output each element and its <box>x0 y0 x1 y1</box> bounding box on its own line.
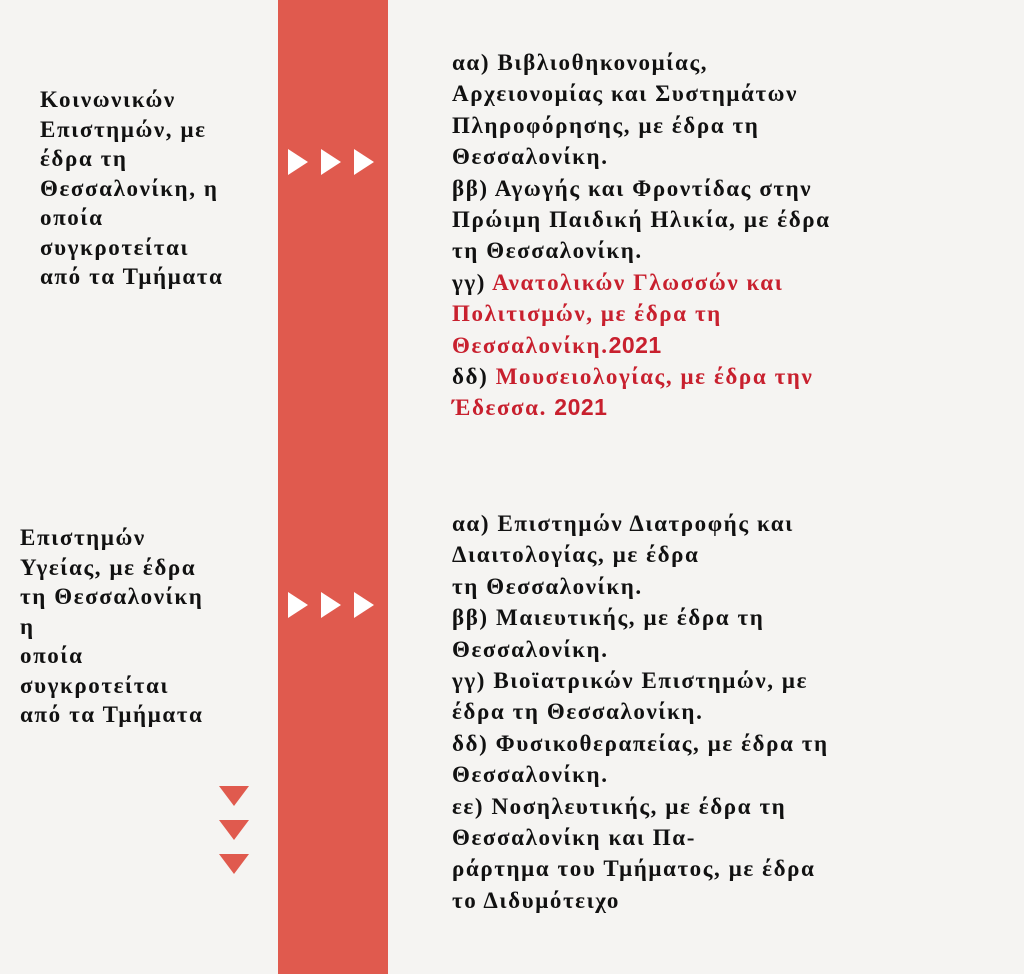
new-department-text: Μουσειολογίας, με έδρα την <box>495 364 814 390</box>
faculty-line: Κοινωνικών <box>40 87 176 112</box>
department-line: το Διδυμότειχο <box>452 887 620 913</box>
faculty-line: έδρα τη <box>40 146 128 171</box>
faculty-line: από τα Τμήματα <box>20 702 204 727</box>
triangle-right-icon <box>288 592 308 618</box>
right-arrows-group-1 <box>288 149 388 179</box>
departments-list-2 <box>452 508 1012 916</box>
triangle-down-icon <box>219 786 249 806</box>
department-prefix: δδ) <box>452 364 496 390</box>
department-line <box>452 330 1012 361</box>
triangle-right-icon <box>321 149 341 175</box>
right-arrows-group-2 <box>288 592 388 622</box>
faculty-line: συγκροτείται <box>20 672 170 698</box>
triangle-right-icon <box>354 592 374 618</box>
department-line: ράρτημα του Τμήματος, με έδρα <box>452 856 816 882</box>
faculty-line: Θεσσαλονίκη, η <box>40 175 219 201</box>
department-line: τη Θεσσαλονίκη. <box>452 573 643 599</box>
department-line: Θεσσαλονίκη. <box>452 144 609 170</box>
department-line: Αρχειονομίας και Συστημάτων <box>452 81 798 107</box>
faculty-line: Υγείας, με έδρα <box>20 554 197 580</box>
triangle-down-icon <box>219 820 249 840</box>
department-line <box>452 392 1012 423</box>
department-line: αα) Επιστημών Διατροφής και <box>452 511 794 536</box>
department-line: Πληροφόρησης, με έδρα τη <box>452 112 760 138</box>
department-line <box>452 361 1012 392</box>
faculty-health-sciences <box>20 523 275 730</box>
department-line: ββ) Αγωγής και Φροντίδας στην <box>452 175 813 201</box>
year-label: 2021 <box>608 331 662 358</box>
department-line: γγ) Βιοϊατρικών Επιστημών, με <box>452 668 808 694</box>
department-line: τη Θεσσαλονίκη. <box>452 238 643 264</box>
red-divider-band <box>278 0 388 974</box>
department-line: Θεσσαλονίκη. <box>452 762 609 788</box>
department-line: Πρώιμη Παιδική Ηλικία, με έδρα <box>452 207 831 233</box>
triangle-right-icon <box>354 149 374 175</box>
down-arrows-group <box>219 786 251 874</box>
faculty-line: η <box>20 613 35 639</box>
new-department-text: Έδεσσα. <box>452 395 555 421</box>
department-line: ββ) Μαιευτικής, με έδρα τη <box>452 605 765 631</box>
triangle-down-icon <box>219 854 249 874</box>
department-line: έδρα τη Θεσσαλονίκη. <box>452 699 704 725</box>
triangle-right-icon <box>321 592 341 618</box>
new-department-text: Θεσσαλονίκη. <box>452 332 609 358</box>
faculty-line: από τα Τμήματα <box>40 264 224 289</box>
year-label: 2021 <box>554 394 608 421</box>
new-department-text: Ανατολικών Γλωσσών και <box>492 269 784 295</box>
faculty-line: Επιστημών <box>20 525 146 550</box>
faculty-line: οποία <box>20 643 84 668</box>
faculty-line: τη Θεσσαλονίκη <box>20 584 204 609</box>
faculty-line: οποία <box>40 205 104 230</box>
faculty-social-sciences <box>40 85 272 292</box>
new-department-text: Πολιτισμών, με έδρα τη <box>452 301 722 327</box>
department-prefix: γγ) <box>452 269 493 295</box>
department-line: δδ) Φυσικοθεραπείας, με έδρα τη <box>452 730 829 756</box>
department-line: Θεσσαλονίκη. <box>452 636 609 662</box>
department-line: εε) Νοσηλευτικής, με έδρα τη <box>452 793 787 819</box>
department-line: Θεσσαλονίκη και Πα- <box>452 825 696 851</box>
faculty-line: συγκροτείται <box>40 234 190 260</box>
departments-list-1 <box>452 47 1012 424</box>
faculty-line: Επιστημών, με <box>40 116 207 142</box>
department-line <box>452 267 1012 298</box>
department-line: αα) Βιβλιοθηκονομίας, <box>452 50 709 75</box>
department-line: Διαιτολογίας, με έδρα <box>452 542 700 568</box>
triangle-right-icon <box>288 149 308 175</box>
